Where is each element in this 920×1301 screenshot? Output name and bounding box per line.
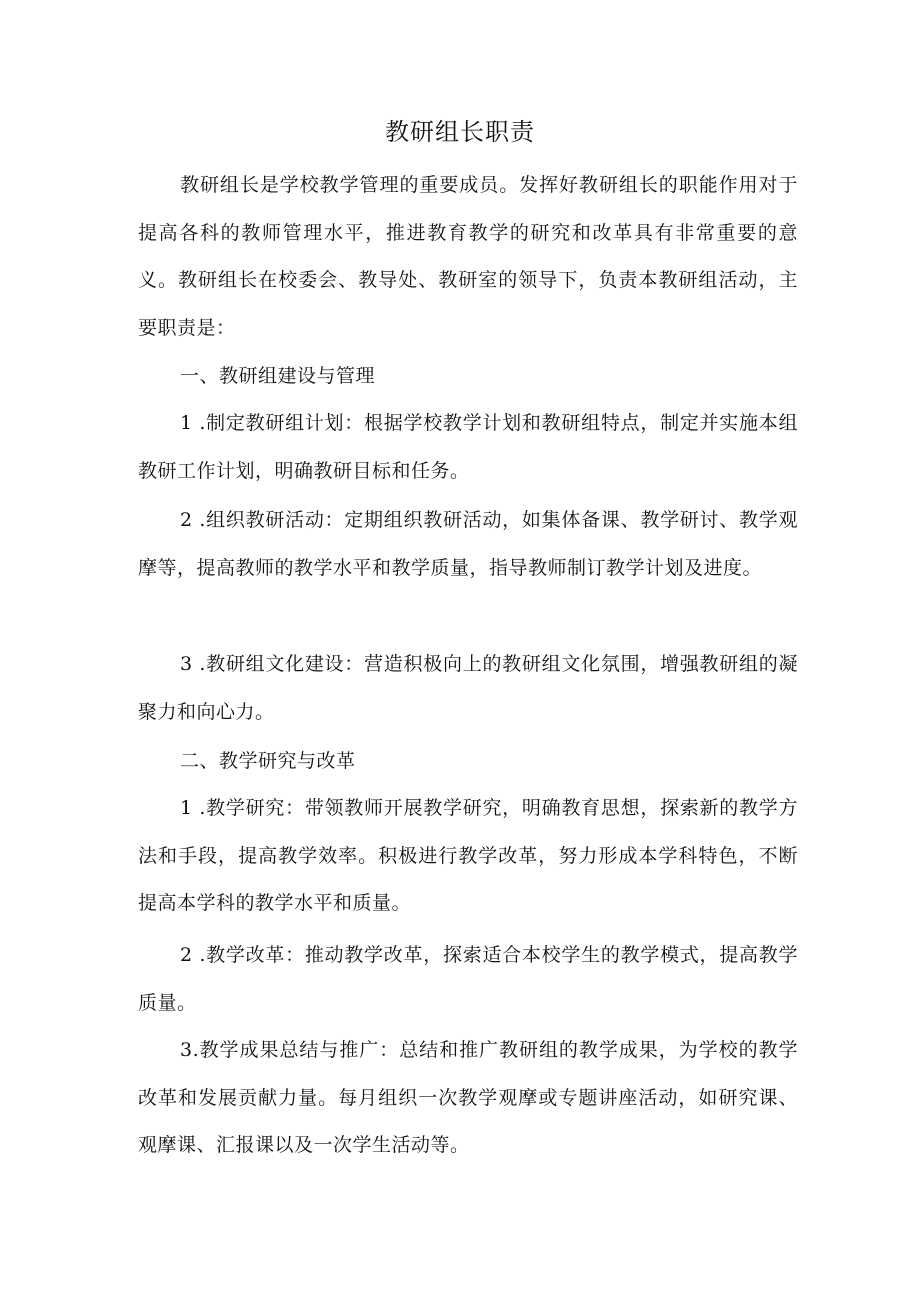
section-1-item-3: 3 .教研组文化建设：营造积极向上的教研组文化氛围，增强教研组的凝聚力和向心力。 — [138, 653, 798, 723]
section-2-item-3: 3.教学成果总结与推广：总结和推广教研组的教学成果，为学校的教学改革和发展贡献力量。每月组织一次教学观摩或专题讲座活动，如研究课、观摩课、汇报课以及一次学生活动等。 — [138, 1039, 798, 1156]
section-2-item-1: 1 .教学研究：带领教师开展教学研究，明确教育思想，探索新的教学方法和手段，提高教学效率。积极进行教学改革，努力形成本学科特色，不断提高本学科的教学水平和质量。 — [138, 797, 798, 914]
section-1-item-1: 1 .制定教研组计划：根据学校教学计划和教研组特点，制定并实施本组教研工作计划，明确教研目标和任务。 — [138, 412, 798, 482]
section-1-heading: 一、教研组建设与管理 — [180, 365, 376, 387]
section-2-item-2: 2 .教学改革：推动教学改革，探索适合本校学生的教学模式，提高教学质量。 — [138, 944, 798, 1014]
intro-paragraph: 教研组长是学校教学管理的重要成员。发挥好教研组长的职能作用对于提高各科的教师管理水平，推进教育教学的研究和改革具有非常重要的意义。教研组长在校委会、教导处、教研室的领导下，负责本教研组活动，主要职责是： — [138, 174, 798, 339]
section-1-item-2: 2 .组织教研活动：定期组织教研活动，如集体备课、教学研讨、教学观摩等，提高教师的教学水平和教学质量，指导教师制订教学计划及进度。 — [138, 509, 798, 579]
document-title: 教研组长职责 — [385, 118, 535, 146]
section-2-heading: 二、教学研究与改革 — [180, 750, 356, 772]
